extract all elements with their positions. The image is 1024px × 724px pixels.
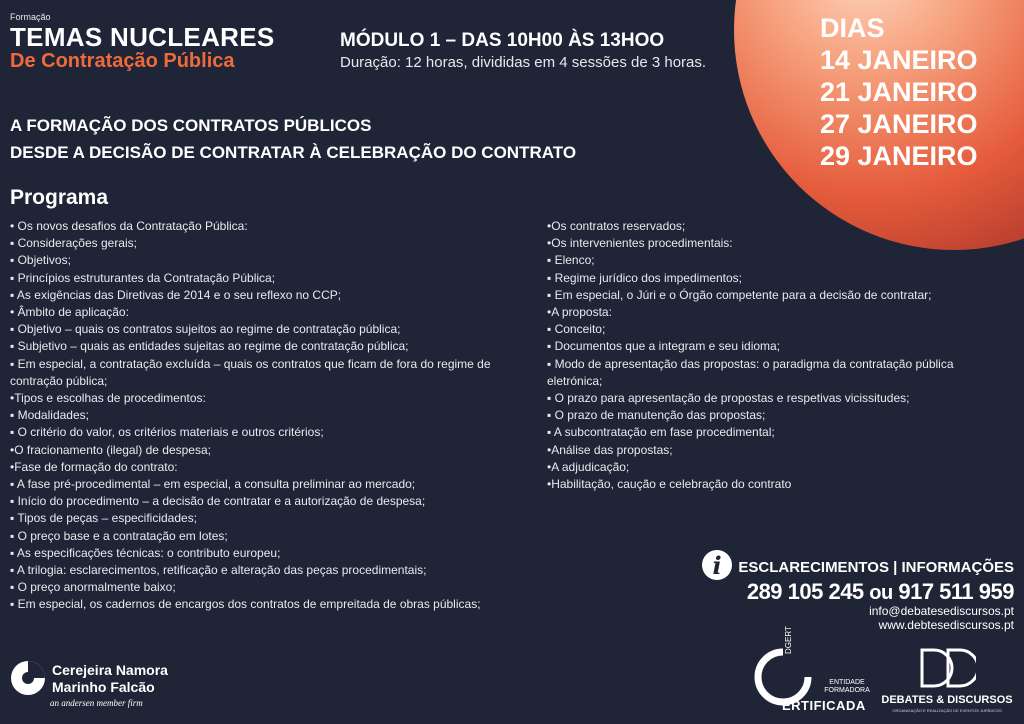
program-item: ▪ A fase pré-procedimental – em especial, a consulta preliminar ao mercado; xyxy=(10,477,416,492)
program-item: ▪ Em especial, a contratação excluída – quais os contratos que ficam de fora do regime de contração pública; xyxy=(10,356,491,388)
headline-line-1: A FORMAÇÃO DOS CONTRATOS PÚBLICOS xyxy=(10,116,372,135)
program-item: ▪ Em especial, os cadernos de encargos dos contratos de empreitada de obras públicas; xyxy=(10,597,481,612)
program-item: •Os contratos reservados; xyxy=(547,219,686,233)
date-item: 21 JANEIRO xyxy=(820,77,978,107)
contact-email[interactable]: info@debatesediscursos.pt xyxy=(869,604,1014,618)
program-item: ▪ Princípios estruturantes da Contratação Pública; xyxy=(10,270,276,285)
cnmf-name xyxy=(52,662,168,696)
date-item: 27 JANEIRO xyxy=(820,109,978,139)
module-title: MÓDULO 1 – DAS 10H00 ÀS 13HOO xyxy=(340,30,665,51)
contact-title: ESCLARECIMENTOS | INFORMAÇÕES xyxy=(738,559,1014,576)
dgert-label-line-2: FORMADORA xyxy=(824,687,870,694)
contact-phones xyxy=(747,579,1014,605)
dates-label: DIAS xyxy=(820,13,885,43)
headline xyxy=(10,112,576,166)
program-column-left xyxy=(10,218,540,614)
program-item: ▪ O prazo para apresentação de propostas e respetivas vicissitudes; xyxy=(547,391,910,406)
info-icon: i xyxy=(702,550,732,580)
phone-number[interactable]: 917 511 959 xyxy=(898,579,1014,604)
program-item: ▪ Subjetivo – quais as entidades sujeitas ao regime de contratação pública; xyxy=(10,339,409,354)
program-item: •Análise das propostas; xyxy=(547,442,673,457)
program-item: ▪ A subcontratação em fase procedimental; xyxy=(547,425,775,440)
program-item: ▪ A trilogia: esclarecimentos, retificação e alteração das peças procedimentais; xyxy=(10,563,427,578)
debates-discursos-logo-icon xyxy=(918,648,976,688)
program-item: ▪ O preço anormalmente baixo; xyxy=(10,580,176,595)
program-item: ▪ Documentos que a integram e seu idioma; xyxy=(547,339,781,354)
program-item: • Os novos desafios da Contratação Pública: xyxy=(10,219,248,233)
contact-website[interactable]: www.debtesediscursos.pt xyxy=(878,618,1014,632)
program-item: ▪ Objetivo – quais os contratos sujeitos ao regime de contratação pública; xyxy=(10,322,401,337)
phone-separator: ou xyxy=(869,582,893,604)
dgert-logo-block xyxy=(754,626,874,716)
debates-discursos-logo-block xyxy=(880,648,1014,718)
program-item: ▪ Modalidades; xyxy=(10,408,89,423)
date-item: 29 JANEIRO xyxy=(820,141,978,171)
program-item: ▪ Em especial, o Júri e o Órgão competente para a decisão de contratar; xyxy=(547,287,932,302)
cnmf-name-line-2: Marinho Falcão xyxy=(52,679,155,695)
program-column-right xyxy=(547,218,1007,493)
program-item: ▪ Considerações gerais; xyxy=(10,236,137,251)
cnmf-logo-icon xyxy=(10,660,46,696)
cnmf-tagline: an andersen member firm xyxy=(50,698,143,708)
dates-block xyxy=(820,12,978,172)
phone-number[interactable]: 289 105 245 xyxy=(746,579,864,604)
program-item: ▪ Modo de apresentação das propostas: o paradigma da contratação pública eletrónica; xyxy=(547,356,954,388)
program-item: •Os intervenientes procedimentais: xyxy=(547,236,733,251)
debates-discursos-name: DEBATES & DISCURSOS xyxy=(881,694,1013,706)
course-subtitle: De Contratação Pública xyxy=(10,50,235,72)
headline-line-2: DESDE A DECISÃO DE CONTRATAR À CELEBRAÇÃO DO CONTRATO xyxy=(10,143,577,162)
program-item: ▪ O critério do valor, os critérios materiais e outros critérios; xyxy=(10,425,324,440)
program-item: ▪ Objetivos; xyxy=(10,253,71,268)
program-item: •O fracionamento (ilegal) de despesa; xyxy=(10,442,211,457)
course-title: TEMAS NUCLEARES xyxy=(10,22,275,52)
cnmf-name-line-1: Cerejeira Namora xyxy=(52,662,168,678)
program-item: ▪ O prazo de manutenção das propostas; xyxy=(547,408,766,423)
program-item: •Fase de formação do contrato: xyxy=(10,459,178,474)
program-item: ▪ Tipos de peças – especificidades; xyxy=(10,511,198,526)
dgert-label xyxy=(820,679,874,695)
program-item: ▪ Início do procedimento – a decisão de contratar e a autorização de despesa; xyxy=(10,494,426,509)
date-item: 14 JANEIRO xyxy=(820,45,978,75)
program-item: ▪ O preço base e a contratação em lotes; xyxy=(10,528,228,543)
dgert-side-label: DGERT xyxy=(784,626,793,654)
program-item: •Habilitação, caução e celebração do contrato xyxy=(547,477,792,492)
program-item: ▪ As exigências das Diretivas de 2014 e o seu reflexo no CCP; xyxy=(10,287,342,302)
course-label: Formação xyxy=(10,12,51,22)
module-duration: Duração: 12 horas, divididas em 4 sessões de 3 horas. xyxy=(340,54,707,71)
program-item: ▪ As especificações técnicas: o contributo europeu; xyxy=(10,545,281,560)
program-item: • Âmbito de aplicação: xyxy=(10,305,129,320)
program-item: ▪ Elenco; xyxy=(547,253,595,268)
debates-discursos-tagline: ORGANIZAÇÃO E REALIZAÇÃO DE EVENTOS JURÍDICOS xyxy=(892,708,1002,713)
program-item: •A adjudicação; xyxy=(547,459,630,474)
program-item: •Tipos e escolhas de procedimentos: xyxy=(10,391,206,406)
program-title: Programa xyxy=(10,186,109,209)
program-item: ▪ Regime jurídico dos impedimentos; xyxy=(547,270,743,285)
program-item: •A proposta: xyxy=(547,305,612,320)
program-item: ▪ Conceito; xyxy=(547,322,606,337)
dgert-certified: ERTIFICADA xyxy=(782,698,866,713)
dgert-label-line-1: ENTIDADE xyxy=(829,679,865,686)
